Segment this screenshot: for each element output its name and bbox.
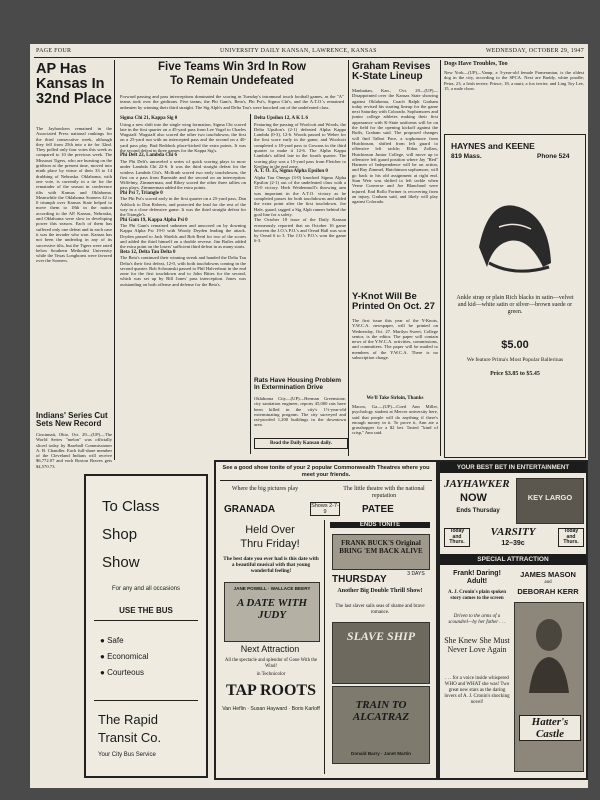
column-rule (114, 60, 115, 460)
bus-ad-benefit: ● Courteous (100, 668, 144, 677)
patee-tagline: The little theatre with the national reputation (343, 486, 425, 499)
entertainment-banner: YOUR BEST BET IN ENTERTAINMENT (440, 462, 586, 473)
knew-headline: She Knew She Must Never Love Again (444, 636, 510, 654)
teams-headline-2: To Remain Undefeated (170, 75, 294, 87)
bus-ad-company2: Transit Co. (98, 730, 162, 745)
double-bill-tagline: The last slaver sails seas of shame and brave romance. (335, 604, 425, 615)
actor-portrait-icon (525, 613, 573, 693)
film2-color: in Technicolor (256, 672, 286, 677)
hatters-castle-title: Hatter's Castle (519, 715, 581, 741)
train-to-alcatraz-poster (332, 686, 430, 764)
ad-divider (324, 520, 325, 774)
patee-film2: SLAVE SHIP (346, 629, 416, 643)
film2-title: TAP ROOTS (226, 682, 316, 699)
date-with-judy-poster (224, 582, 320, 642)
dogs-headline: Dogs Have Troubles, Too (444, 61, 508, 67)
game-subhead: Sigma Chi 21, Kappa Sig 0 (120, 116, 178, 121)
bus-ad-line3: Show (102, 554, 140, 571)
game-subhead: Phi Psi 7, Triangle 0 (120, 190, 163, 196)
haynes-price-range: Price $3.85 to $5.45 (490, 371, 540, 377)
film1-stars: JANE POWELL · WALLACE BEERY (233, 586, 311, 591)
next-attraction: Next Attraction (240, 644, 300, 654)
today-thurs-right: Today and Thurs. (558, 528, 584, 547)
game-body: Alpha Tau Omega (3-0) knocked Sigma Alpha Epsilon (2-1) out of the undefeated class with a 15-0 victory. Herb Weidenmoll's throwing arm was important in the A.T.O. victory as he completed passes for both touchdowns and added the extra point after the first touchdown. Joe Hale, guard, tagged a Sig Alph runner behind the goal line for a safety. (254, 174, 346, 217)
game-body: The Phi Gam's remained unbeaten and unscored on by downing Kappa Alpha Psi 19-0 with Woody Dryden leading the attack. Dryden passed to Jack Shields and Bob Reid for two of the scores and added the third himself on a double reverse. Jim Bailes added the extra point on the losers' sufficient third defeat in as many starts. (120, 223, 246, 250)
ends-thursday: Ends Thursday (456, 508, 500, 514)
shoe-illustration-icon (459, 167, 571, 287)
commonwealth-banner: See a good show tonite of your 2 popular Commonwealth Theatres where you meet your friends. (220, 465, 432, 481)
key-largo-title: KEY LARGO (527, 493, 573, 502)
sirloin-headline: We'll Take Sirloin, Thanks (366, 396, 424, 401)
game-body: Using a new shift into the single wing formation, Sigma Chi scored late in the first quarter on a 45-yard pass from Lee Vogel to Charles Wagstaff. Wagstaff also scored the other two touchdowns, the first on a 25-yard run with an intercepted pass and the second on a 40-yard pass play. Bud Reddock place-kicked the extra points. It was the second defeat in three games for the Kappa Sig's. (120, 121, 246, 154)
teams-headline-1: Five Teams Win 3rd In Row (158, 61, 306, 73)
frank-daring: Frank! Daring! Adult! (453, 570, 501, 585)
haynes-desc: Ankle strap or plain Rich blacks in satin—velvet and kid—white satin or silver—brown suede or green. (456, 295, 574, 315)
bus-ad-cta: USE THE BUS (119, 606, 173, 615)
column-rule (348, 60, 349, 456)
ap-headline: AP Has Kansas In 32nd Place (36, 61, 112, 107)
bus-ad-rule (94, 620, 198, 621)
granada-name: GRANADA (224, 504, 276, 515)
patee-cast: Donald Barry · Janet Martin (351, 751, 411, 756)
star-and: and (544, 580, 552, 585)
granada-tagline: Where the big pictures play (231, 486, 299, 492)
graham-body: Manhattan, Kan., Oct. 29—(UP)—Disappointed over the Kansas State showing against Oklahoma, Coach Ralph Graham today revised his starting lineup for the game next Saturday with Colorado. Sophomores and junior college athletes making their first appearance with K-State uniforms will be on the field for the opening kickoff against the Buffs, Graham said. The proposed changes will find Talbot Pace, a sophomore from Hutchinson, shifted from left guard to offensive left tackle; Eldon Zollars, Hutchinson Junior College, will move up to offensive left guard position where Jay "Red" Harmen of Independence will be on action, and Ray Zimmel, Hutchinson sophomore, will go back to his old assignment at right end. Stan Weir was shifted to left tackle when Verne Converse and Joe Blanchard were injured. End Rollo Fortner is recovering from an injury, Graham said, and likely will play against Colorado. (352, 88, 438, 205)
bus-ad (84, 474, 208, 778)
correction: The October 18 issue of the Daily Kansan erroneously reported that on October 16 game between the J.O.'s P.O.'s and Oread Hall was won by Oread 6 to 3. The J.O.'s P.O.'s won the game 6-3. (254, 217, 346, 244)
game-subhead: A. T. O. 15, Sigma Alpha Epsilon 0 (254, 169, 328, 175)
patee-film1: FRANK BUCK'S Original BRING 'EM BACK ALIVE (339, 539, 423, 555)
patee-film3: TRAIN TO ALCATRAZ (352, 699, 410, 723)
now-showing: NOW (460, 492, 487, 504)
housing-headline: Rats Have Housing Problem In Extermination Drive (254, 377, 342, 391)
bus-ad-rule (94, 700, 198, 701)
yknot-headline: Y-Knot Will Be Printed On Oct. 27 (352, 291, 435, 312)
special-attraction: SPECIAL ATTRACTION (440, 554, 586, 565)
teams-lead: Forward passing and pass interceptions dominated the scoring in Tuesday's intramural touch football games, as the "A" teams took over the gridirons. Five teams, the Phi Gam's, Beta's, Phi Psi's, Sigma Chi's, and the A.T.O.'s remained unbeaten by winning their third straight. The Sig Alph's and Delta Tau's were knocked out of the undefeated class. (120, 94, 344, 110)
thursday: THURSDAY (332, 574, 387, 585)
newspaper-page (30, 44, 588, 788)
held-over: Held Over (245, 524, 295, 536)
game-body: The Phi Delt's unraveled a series of quick scoring plays to mow under Lambda Chi 22-6. It was the third straight defeat for the winless Lambda Chi's. McIlrath scored two early touchdowns, the first on a pass from Burnside and the second on an interception. Wiffelmy, Zimmerman, and Rikey scored the other three tallies on pass plays. Zimmerman added the extra points. (120, 158, 246, 191)
slave-ship-poster (332, 622, 430, 684)
teams-col-b (254, 116, 346, 376)
sirloin-body: Macon, Ga.—(UP)—Coed Ann Miller, psychology student at Mercer university here, said that people will do anything if there's enough money in it. To prove it, Ann ate a grasshopper for a $2 bet. Tasted "kind of crisp," Ann said. (352, 404, 438, 436)
teams-col-a (120, 116, 246, 456)
bus-ad-line1: To Class (102, 498, 160, 515)
today-thurs-left: Today and Thurs. (444, 528, 470, 547)
housing-body: Oklahoma City—(UP)—Herman Greenstone, city sanitation engineer, reports 45,000 rats have been killed in the city's 1½-year-old exterminating program. The city surveyed and rat-proofed 1,200 buildings in the downtown area. (254, 396, 346, 428)
key-largo-poster (516, 478, 584, 524)
bus-ad-tagline: Your City Bus Service (98, 752, 156, 758)
bus-ad-company1: The Rapid (98, 712, 158, 727)
game-subhead: Phi Gam 19, Kappa Alpha Psi 0 (120, 217, 188, 223)
haynes-ad (444, 134, 586, 458)
haynes-feature: We feature Prima's Most Popular Ballerinas (466, 357, 564, 363)
page-number: PAGE FOUR (36, 48, 72, 54)
masthead-date: WEDNESDAY, OCTOBER 29, 1947 (485, 48, 584, 54)
indians-headline: Indians' Series Cut Sets New Record (36, 411, 108, 429)
read-kansan-note: Read the Daily Kansan daily. (254, 438, 348, 449)
varsity-name: VARSITY (490, 526, 536, 538)
granada-blurb: The best date you ever had is this date with a beautiful musical with that young wonderful feeling! (223, 556, 319, 574)
cronin-blurb: A. J. Cronin's plain spoken story comes to the screen (448, 590, 506, 601)
hatters-castle-poster (514, 602, 584, 772)
game-subhead: Delta Upsilon 12, A K L 6 (254, 116, 309, 121)
game-body: Featuring the passing of Woolcott and Woods, the Delta Upsilon's (2-1) defeated Alpha Kappa Lambda (0-3), 12-6. Woods passed to Weber for the first score early in the game, and Woolcott completed a 18-yard pass to Gowans in the third quarter to make it 12-6. The Alpha Kappa Lambda's tallied late in the fourth quarter. The scoring play was a 15-yard pass from Fletcher to Keeling in the end zone. (254, 121, 346, 169)
voice-blurb: . . . for a voice inside whispered WHO and WHAT she was! Two great new stars as the daring lovers of A. J. Cronin's shocking novel! (444, 676, 510, 705)
haynes-address: 819 Mass. (451, 153, 482, 160)
shows-times: Shows 2-7-9 (311, 503, 339, 515)
film2-cast: Van Heflin · Susan Hayward · Boris Karloff (222, 706, 320, 712)
column-rule (440, 60, 441, 456)
game-body: The Beta's continued their winning streak and handed the Delta Tau Delta's their first defeat, 12-0, with both touchdowns coming in the second quarter. Bob Schwanski passed to Phil Halverhout in the end zone for the first touchdown and to John Bittes for the second, which was set up by Bill Jones' pass interception. Jones was outstanding on both offense and defense for the Beta's. (120, 255, 246, 287)
game-body: The Phi Psi's scored early in the first quarter on a 25-yard pass, Dan Ashlock to Don Roberts, and protected the lead for the rest of the way in a close defensive game. It was the third straight defeat for the Triangle's. (120, 196, 246, 218)
ap-body: The Jayhawkers remained in the Associated Press national rankings for the third consecutive week, although they fell from 25th into a tie for 32nd. They polled only four votes this week as compared to 10 the previous week. The Missouri Tigers, who are bursting on the gridiron at the present time, moved into ninth place by virtue of their 33 to 14 drubbing of Nebraska. Oklahoma, with one vote, is currently in a tie for the remainder of the season in conference tilts with Kansas and Oklahoma. Meanwhile the Oklahoma Sooners 42 to 0 triumph over Kansas State helped to move them to 18th in the nation according to the AP. Kansas, Nebraska, and Oklahoma were slow in developing power this season. Each of them has suffered only one defeat and in each case it was the invader who won. Kansas has not been the underdog in any of its successive tilts, but the Tigers were rated below Southern Methodist University while the Texas Longhorns were favored over the Sooners. (36, 126, 112, 264)
varsity-jayhawker-ad (438, 460, 588, 780)
bus-ad-benefit: ● Economical (100, 652, 149, 661)
haynes-name: HAYNES and KEENE (451, 141, 535, 151)
column-rule (250, 114, 251, 454)
star2: DEBORAH KERR (517, 587, 579, 596)
thru-friday: Thru Friday! (240, 538, 300, 550)
driven-blurb: Driven to the arms of a scoundrel—by her father . . . (448, 614, 506, 625)
masthead-title: UNIVERSITY DAILY KANSAN, LAWRENCE, KANSAS (220, 48, 377, 54)
ends-tonite: ENDS TONITE (330, 522, 430, 528)
film1-title: A DATE WITH JUDY (236, 597, 308, 621)
game-subhead: Phi Delt 22, Lambda Chi 6 (120, 153, 177, 159)
patee-name: PATEE (362, 504, 394, 515)
jayhawker-name: JAYHAWKER (444, 478, 510, 490)
star1: JAMES MASON (520, 570, 576, 579)
bus-ad-sub: For any and all occasions (111, 586, 181, 592)
three-days: 3 DAYS (407, 571, 425, 577)
haynes-phone: Phone 524 (537, 153, 570, 160)
next-blurb: All the spectacle and splendor of Gone With the Wind! (224, 658, 318, 669)
bus-ad-benefit: ● Safe (100, 636, 124, 645)
haynes-price: $5.00 (501, 339, 529, 351)
dogs-body: New York—(UP)—Vamp, a 3-year-old female Pomeranian, is the oldest dog in the city, according to the SPCA. Next are Buddy, white poodle; Petra, 23, a Irish terrier; Prince, 18, a mutt; a fox terrier, and Ling Toy Lee, 15, a male chow. (444, 70, 584, 91)
masthead-rule (34, 57, 584, 58)
varsity-prices: 12–39c (501, 540, 525, 547)
indians-body: Cincinnati, Ohio, Oct. 29—(UP)—The World Series "melon" was officially sliced today by Baseball Commissioner A. B. Chandler. Each full-share member of the Cleveland Indians will receive $6,772.07 and each Boston Braves gets $4,570.73. (36, 432, 112, 469)
yknot-body: The first issue this year of the Y-Knots, Y.W.C.A. newspaper, will be printed on Wednesday, Oct. 27. Marilyn Sweet, College senior, is the editor. The paper will contain news of the Y.W.C.A. activities, commissions, and committees. The paper will be mailed to members of the Y.W.C.A. There is no subscription charge. (352, 318, 438, 361)
bus-ad-line2: Shop (102, 526, 138, 543)
game-subhead: Beta 12, Delta Tau Delta 0 (120, 249, 176, 255)
granada-patee-ad (214, 460, 438, 780)
double-bill: Another Big Double Thrill Show! (337, 588, 423, 594)
bring-em-back-poster (332, 534, 430, 570)
graham-headline: Graham Revises K-State Lineup (352, 61, 431, 83)
